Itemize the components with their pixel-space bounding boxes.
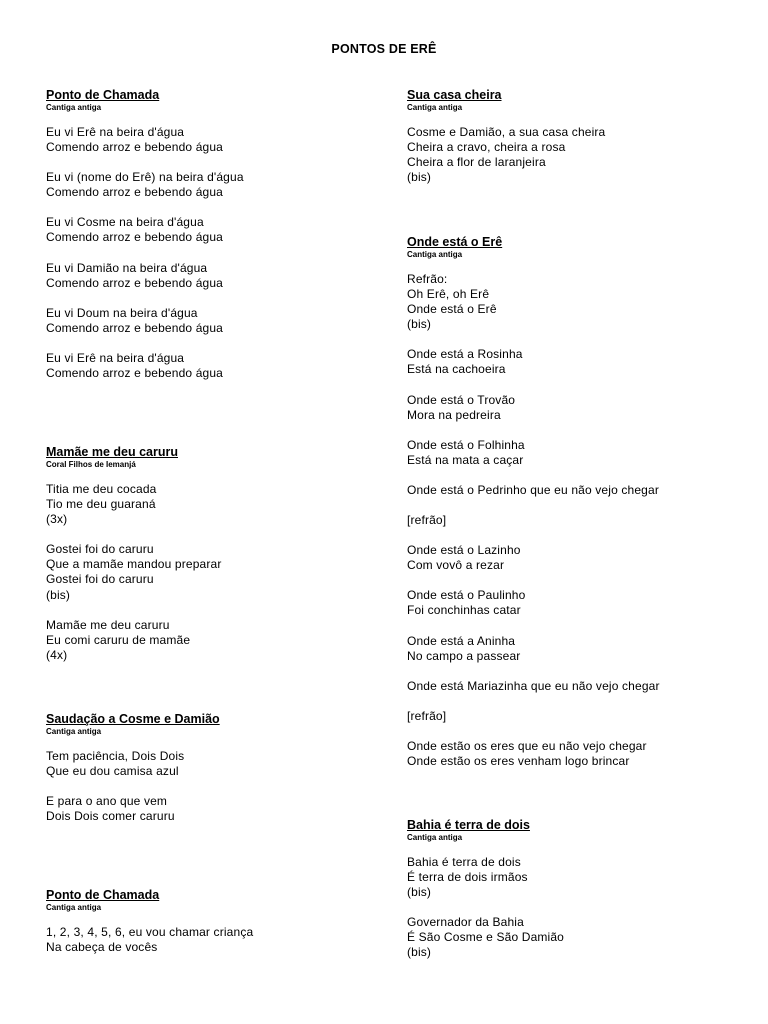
song-ponto-de-chamada-1 — [46, 88, 376, 396]
stanza — [46, 351, 376, 381]
lyric-line: Eu vi Doum na beira d'água — [46, 305, 198, 320]
song-title: Saudação a Cosme e Damião — [46, 712, 220, 726]
lyric-line: Onde está o Folhinha — [407, 437, 525, 452]
lyric-line: Cheira a flor de laranjeira — [407, 155, 546, 170]
stanza — [46, 749, 376, 779]
lyric-line: Eu comi caruru de mamãe — [46, 632, 191, 647]
lyric-line: Onde está o Paulinho — [407, 588, 526, 603]
lyric-line: Mamãe me deu caruru — [46, 617, 170, 632]
lyric-line: Foi conchinhas catar — [407, 603, 521, 618]
lyric-line: (bis) — [407, 317, 432, 332]
lyric-line: Onde está o Lazinho — [407, 543, 521, 558]
lyric-line: (bis) — [407, 945, 432, 960]
lyric-line: Gostei foi do caruru — [46, 542, 154, 557]
song-source: Coral Filhos de Iemanjá — [46, 460, 136, 469]
lyric-line: Eu vi (nome do Erê) na beira d'água — [46, 170, 244, 185]
stanza — [407, 393, 737, 423]
lyric-line: É terra de dois irmãos — [407, 870, 528, 885]
lyric-line: Mora na pedreira — [407, 407, 501, 422]
lyric-line: Que a mamãe mandou preparar — [46, 557, 222, 572]
lyric-line: É São Cosme e São Damião — [407, 930, 565, 945]
lyric-line: Tem paciência, Dois Dois — [46, 749, 185, 763]
lyric-line: Eu vi Erê na beira d'água — [46, 125, 185, 139]
song-ponto-de-chamada-2 — [46, 888, 376, 970]
song-title: Ponto de Chamada — [46, 88, 160, 102]
lyric-line: Onde estão os eres venham logo brincar — [407, 753, 630, 768]
lyric-line: Oh Erê, oh Erê — [407, 287, 490, 302]
song-source: Cantiga antiga — [407, 250, 463, 259]
song-source: Cantiga antiga — [46, 903, 102, 912]
song-sua-casa-cheira — [407, 88, 737, 200]
stanza — [407, 855, 737, 900]
stanza — [46, 482, 376, 527]
stanza — [407, 915, 737, 960]
song-mamae-me-deu-caruru — [46, 445, 376, 678]
song-saudacao-cosme-damiao — [46, 712, 376, 839]
stanza — [407, 739, 737, 769]
stanza — [407, 588, 737, 618]
lyric-line: No campo a passear — [407, 648, 521, 663]
document-title: PONTOS DE ERÊ — [331, 42, 437, 56]
lyric-line: Onde está a Rosinha — [407, 347, 523, 362]
lyric-line: Cheira a cravo, cheira a rosa — [407, 140, 566, 155]
lyric-line: E para o ano que vem — [46, 794, 168, 809]
lyric-line: Eu vi Cosme na beira d'água — [46, 215, 204, 230]
stanza — [407, 125, 737, 185]
lyric-line: (bis) — [407, 885, 432, 900]
song-bahia-terra-de-dois — [407, 818, 737, 976]
lyric-line: Governador da Bahia — [407, 915, 524, 930]
lyric-line: Comendo arroz e bebendo água — [46, 140, 223, 155]
stanza — [407, 679, 737, 694]
lyric-line: Onde está o Erê — [407, 302, 497, 317]
stanza — [407, 513, 737, 528]
lyric-line: Dois Dois comer caruru — [46, 809, 175, 824]
lyric-line: Está na cachoeira — [407, 362, 506, 377]
lyric-line: Gostei foi do caruru — [46, 572, 154, 587]
song-title: Ponto de Chamada — [46, 888, 160, 902]
stanza — [407, 709, 737, 724]
song-title: Bahia é terra de dois — [407, 818, 530, 832]
stanza — [46, 794, 376, 824]
song-title: Sua casa cheira — [407, 88, 502, 102]
lyric-line: Onde está Mariazinha que eu não vejo chegar — [407, 678, 660, 693]
song-title: Mamãe me deu caruru — [46, 445, 178, 459]
lyric-line: (bis) — [407, 170, 432, 185]
stanza — [46, 542, 376, 602]
lyric-line: (3x) — [46, 512, 68, 527]
lyric-line: (4x) — [46, 647, 68, 662]
stanza — [407, 438, 737, 468]
stanza — [407, 483, 737, 498]
stanza — [46, 618, 376, 663]
stanza — [46, 925, 376, 955]
lyric-line: Comendo arroz e bebendo água — [46, 185, 223, 200]
lyric-line: 1, 2, 3, 4, 5, 6, eu vou chamar criança — [46, 925, 254, 939]
stanza — [46, 261, 376, 291]
lyric-line: Tio me deu guaraná — [46, 497, 156, 512]
lyric-line: [refrão] — [407, 708, 447, 723]
lyric-line: Onde está a Aninha — [407, 633, 516, 648]
lyric-line: Refrão: — [407, 272, 448, 286]
stanza — [46, 306, 376, 336]
song-onde-esta-o-ere — [407, 235, 737, 784]
stanza — [407, 347, 737, 377]
stanza — [407, 634, 737, 664]
lyric-line: Que eu dou camisa azul — [46, 764, 179, 779]
stanza — [46, 215, 376, 245]
lyric-line: Bahia é terra de dois — [407, 855, 521, 869]
lyric-line: Na cabeça de vocês — [46, 940, 158, 955]
lyric-line: Cosme e Damião, a sua casa cheira — [407, 125, 606, 139]
song-source: Cantiga antiga — [46, 103, 102, 112]
stanza — [407, 272, 737, 332]
lyric-line: Eu vi Erê na beira d'água — [46, 350, 185, 365]
stanza — [407, 543, 737, 573]
lyric-line: Comendo arroz e bebendo água — [46, 366, 223, 381]
lyric-line: Eu vi Damião na beira d'água — [46, 260, 208, 275]
lyric-line: Com vovô a rezar — [407, 558, 505, 573]
lyric-line: Comendo arroz e bebendo água — [46, 275, 223, 290]
song-title: Onde está o Erê — [407, 235, 503, 249]
lyric-line: Está na mata a caçar — [407, 452, 524, 467]
lyric-line: Titia me deu cocada — [46, 482, 157, 496]
song-source: Cantiga antiga — [407, 103, 463, 112]
lyric-line: Onde está o Pedrinho que eu não vejo chegar — [407, 482, 659, 497]
lyric-line: Onde estão os eres que eu não vejo chegar — [407, 738, 647, 753]
stanza — [46, 170, 376, 200]
song-source: Cantiga antiga — [407, 833, 463, 842]
lyric-line: Comendo arroz e bebendo água — [46, 320, 223, 335]
song-source: Cantiga antiga — [46, 727, 102, 736]
stanza — [46, 125, 376, 155]
lyric-line: Comendo arroz e bebendo água — [46, 230, 223, 245]
lyric-line: (bis) — [46, 587, 71, 602]
lyric-line: Onde está o Trovão — [407, 392, 516, 407]
lyric-line: [refrão] — [407, 513, 447, 528]
